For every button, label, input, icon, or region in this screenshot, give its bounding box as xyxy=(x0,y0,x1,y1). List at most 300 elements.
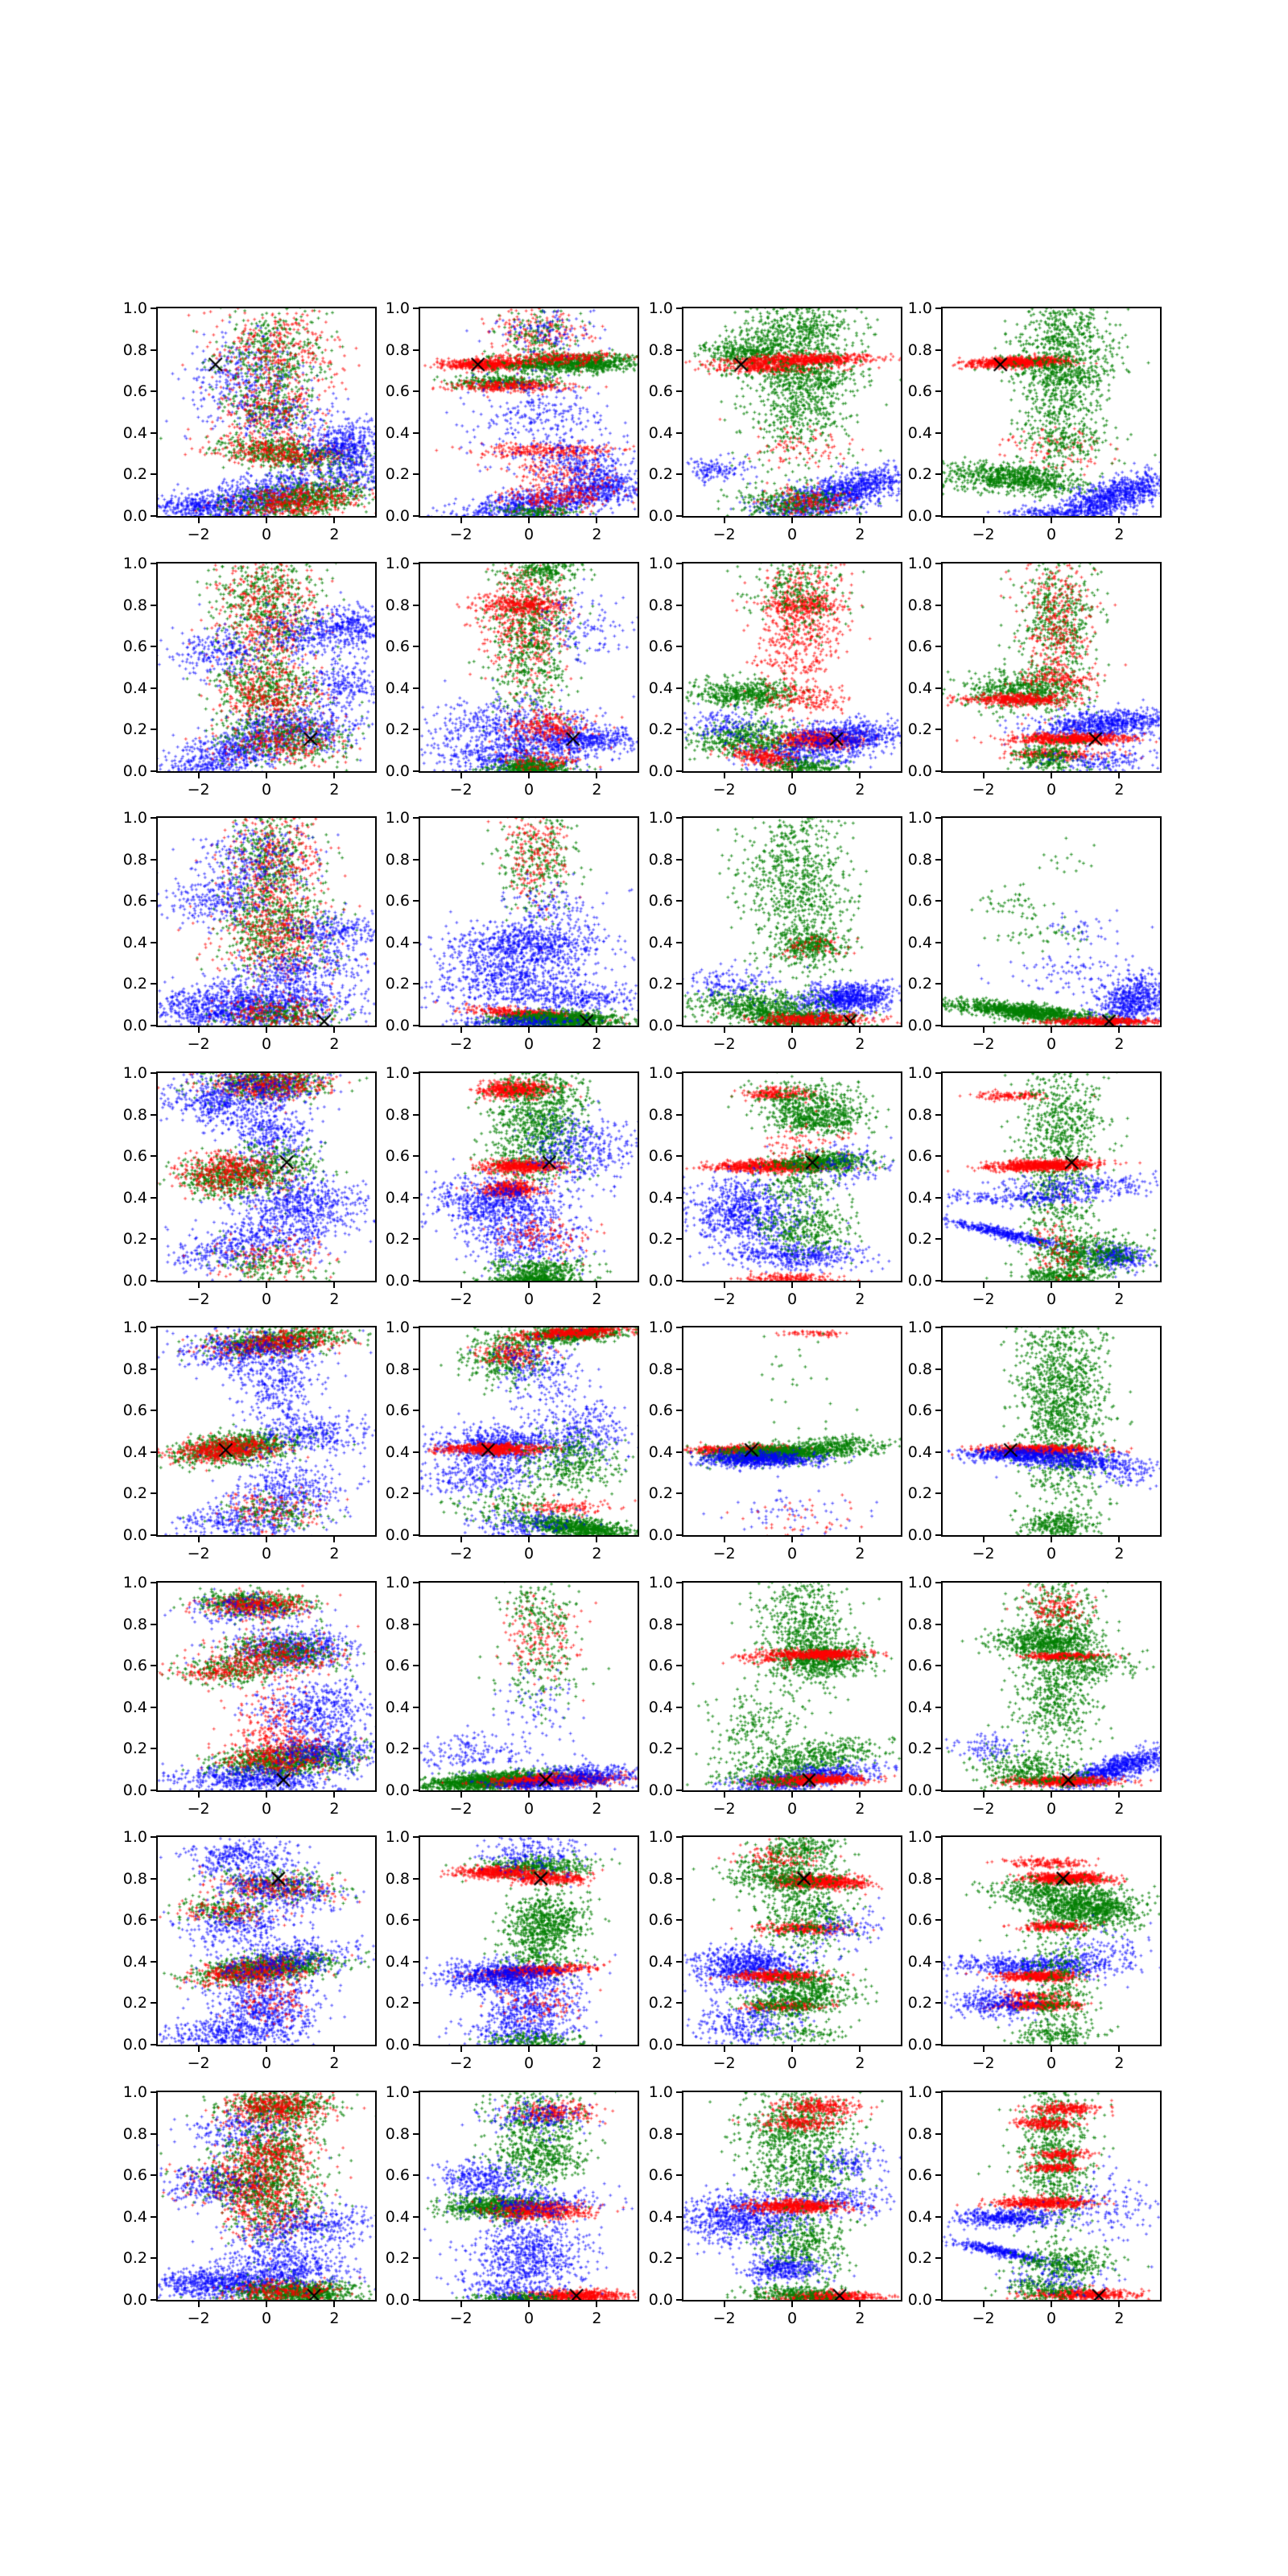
x-tick-label: 0 xyxy=(523,526,535,543)
y-tick xyxy=(935,1919,941,1921)
x-tick-label: 2 xyxy=(592,781,602,799)
y-tick xyxy=(676,817,682,819)
y-tick-label: 0.0 xyxy=(907,762,932,780)
x-tick-label: 2 xyxy=(592,1800,602,1818)
y-tick xyxy=(151,1451,156,1453)
y-tick xyxy=(413,1582,419,1583)
y-tick-label: 0.4 xyxy=(648,1443,673,1461)
y-tick-label: 1.0 xyxy=(648,809,673,827)
y-tick xyxy=(413,1072,419,1074)
x-tick xyxy=(460,1027,462,1033)
y-tick xyxy=(151,1961,156,1963)
y-tick-label: 0.2 xyxy=(122,975,147,993)
y-tick-label: 1.0 xyxy=(907,299,932,317)
scatter-canvas-r1c2 xyxy=(420,308,638,516)
x-tick-label: 0 xyxy=(786,1035,798,1053)
y-tick xyxy=(676,646,682,647)
x-tick xyxy=(596,773,597,778)
y-tick-label: 0.6 xyxy=(385,1657,410,1675)
x-tick-label: 2 xyxy=(1114,2310,1125,2327)
x-tick xyxy=(791,1027,793,1033)
x-tick xyxy=(724,1792,725,1798)
y-tick xyxy=(676,1280,682,1282)
y-tick-label: 0.8 xyxy=(385,2124,410,2143)
y-tick xyxy=(676,1707,682,1708)
y-tick xyxy=(151,1410,156,1411)
x-tick xyxy=(198,2046,200,2052)
y-tick xyxy=(151,1492,156,1494)
y-tick-label: 0.0 xyxy=(122,1017,147,1034)
y-tick-label: 0.0 xyxy=(122,2291,147,2309)
y-tick-label: 1.0 xyxy=(122,299,147,317)
y-tick xyxy=(151,1790,156,1791)
y-tick-label: 0.8 xyxy=(648,1105,673,1124)
y-tick xyxy=(151,1878,156,1880)
y-tick xyxy=(413,1025,419,1026)
y-tick-label: 0.2 xyxy=(648,1230,673,1249)
scatter-canvas-r4c3 xyxy=(683,1073,901,1281)
y-tick-label: 0.6 xyxy=(122,2166,147,2185)
y-tick xyxy=(935,1155,941,1157)
y-tick xyxy=(935,2257,941,2259)
y-tick xyxy=(935,1582,941,1583)
y-tick-label: 0.4 xyxy=(385,1188,410,1207)
y-tick-label: 0.0 xyxy=(648,1781,673,1799)
subplot-r4c4 xyxy=(907,1064,1162,1308)
x-tick-label: 2 xyxy=(592,526,602,543)
x-tick-label: −2 xyxy=(972,2054,995,2072)
x-tick xyxy=(1118,2046,1120,2052)
subplot-r4c3 xyxy=(648,1064,902,1308)
x-tick xyxy=(983,2046,985,2052)
y-tick xyxy=(935,1327,941,1328)
y-tick xyxy=(935,515,941,517)
x-tick xyxy=(266,2301,267,2307)
scatter-canvas-r5c1 xyxy=(158,1327,375,1535)
y-tick xyxy=(935,1878,941,1880)
y-tick xyxy=(676,1748,682,1749)
scatter-canvas-r1c3 xyxy=(683,308,901,516)
scatter-canvas-r6c4 xyxy=(943,1583,1160,1790)
y-tick xyxy=(676,1410,682,1411)
y-tick-label: 0.8 xyxy=(385,1360,410,1378)
y-tick-label: 0.2 xyxy=(648,1740,673,1758)
subplot-r7c1 xyxy=(122,1828,377,2072)
y-tick xyxy=(676,900,682,902)
y-tick-label: 0.2 xyxy=(385,720,410,739)
y-tick-label: 1.0 xyxy=(122,1574,147,1591)
y-tick-label: 1.0 xyxy=(648,1064,673,1082)
x-tick xyxy=(791,773,793,778)
y-tick xyxy=(935,1072,941,1074)
y-tick xyxy=(935,1368,941,1370)
subplot-r3c1 xyxy=(122,809,377,1053)
y-tick-label: 1.0 xyxy=(122,555,147,572)
y-tick-label: 0.0 xyxy=(648,1272,673,1290)
y-tick-label: 0.4 xyxy=(122,679,147,697)
y-tick xyxy=(935,817,941,819)
y-tick xyxy=(413,1155,419,1157)
y-tick xyxy=(413,1790,419,1791)
x-tick-label: −2 xyxy=(972,781,995,799)
y-tick-label: 0.4 xyxy=(907,1952,932,1971)
y-tick-label: 1.0 xyxy=(648,2083,673,2101)
x-tick xyxy=(596,2301,597,2307)
y-tick xyxy=(676,770,682,772)
x-tick-label: 0 xyxy=(786,781,798,799)
y-tick xyxy=(676,1790,682,1791)
y-tick-label: 0.0 xyxy=(648,2291,673,2309)
y-tick xyxy=(676,1492,682,1494)
x-tick xyxy=(859,1027,861,1033)
x-tick-label: −2 xyxy=(449,526,473,543)
y-tick xyxy=(413,900,419,902)
y-tick xyxy=(935,1492,941,1494)
y-tick-label: 0.6 xyxy=(122,1911,147,1930)
x-tick xyxy=(1051,773,1052,778)
y-tick xyxy=(151,1919,156,1921)
subplot-r7c2 xyxy=(385,1828,639,2072)
y-tick xyxy=(151,1280,156,1282)
x-tick-label: 2 xyxy=(855,2054,865,2072)
y-tick-label: 0.4 xyxy=(122,1952,147,1971)
scatter-canvas-r8c2 xyxy=(420,2092,638,2300)
y-tick xyxy=(151,563,156,564)
x-tick xyxy=(983,1282,985,1288)
y-tick-label: 0.6 xyxy=(385,382,410,401)
y-tick-label: 0.0 xyxy=(907,2036,932,2054)
x-tick xyxy=(1051,1537,1052,1542)
y-tick-label: 0.6 xyxy=(122,1147,147,1166)
x-tick xyxy=(460,518,462,523)
y-tick-label: 0.0 xyxy=(648,1017,673,1034)
y-tick-label: 0.4 xyxy=(907,933,932,952)
x-tick-label: 0 xyxy=(261,1545,272,1563)
x-tick xyxy=(333,1537,335,1542)
x-tick-label: 2 xyxy=(855,526,865,543)
y-tick xyxy=(935,1534,941,1536)
y-tick xyxy=(151,515,156,517)
scatter-canvas-r3c2 xyxy=(420,818,638,1026)
scatter-canvas-r2c3 xyxy=(683,564,901,771)
y-tick-label: 0.4 xyxy=(122,933,147,952)
x-tick-label: 0 xyxy=(786,2054,798,2072)
y-tick-label: 0.0 xyxy=(122,1526,147,1544)
y-tick xyxy=(676,2091,682,2093)
x-tick-label: 0 xyxy=(786,1800,798,1818)
y-tick xyxy=(935,729,941,730)
y-tick-label: 0.6 xyxy=(385,2166,410,2185)
y-tick xyxy=(151,308,156,309)
y-tick xyxy=(935,308,941,309)
y-tick-label: 0.0 xyxy=(385,1526,410,1544)
x-tick xyxy=(528,1792,530,1798)
x-tick-label: −2 xyxy=(449,2054,473,2072)
x-tick xyxy=(333,2301,335,2307)
y-tick-label: 0.2 xyxy=(907,1230,932,1249)
x-tick-label: −2 xyxy=(712,1035,736,1053)
y-tick-label: 0.6 xyxy=(122,1402,147,1420)
x-tick xyxy=(983,518,985,523)
x-tick-label: −2 xyxy=(187,1035,210,1053)
y-tick-label: 0.4 xyxy=(385,933,410,952)
x-tick-label: 2 xyxy=(329,781,340,799)
y-tick xyxy=(413,1665,419,1666)
x-tick xyxy=(724,773,725,778)
x-tick-label: −2 xyxy=(972,2310,995,2327)
y-tick-label: 1.0 xyxy=(385,1319,410,1336)
scatter-canvas-r6c1 xyxy=(158,1583,375,1790)
y-tick xyxy=(413,1492,419,1494)
x-tick xyxy=(333,1027,335,1033)
y-tick xyxy=(413,646,419,647)
x-tick-label: 0 xyxy=(1046,1035,1057,1053)
y-tick-label: 1.0 xyxy=(385,1064,410,1082)
y-tick-label: 0.4 xyxy=(122,1698,147,1716)
y-tick xyxy=(935,1790,941,1791)
y-tick-label: 0.2 xyxy=(122,465,147,484)
x-tick xyxy=(596,1027,597,1033)
y-tick xyxy=(935,2044,941,2046)
y-tick-label: 1.0 xyxy=(122,2083,147,2101)
x-tick xyxy=(528,773,530,778)
y-tick-label: 0.6 xyxy=(907,382,932,401)
x-tick-label: −2 xyxy=(449,781,473,799)
x-tick xyxy=(859,2301,861,2307)
y-tick-label: 0.8 xyxy=(648,1869,673,1888)
subplot-r8c1 xyxy=(122,2083,377,2327)
x-tick xyxy=(333,2046,335,2052)
x-tick xyxy=(859,1792,861,1798)
y-tick-label: 0.0 xyxy=(907,1781,932,1799)
x-tick-label: 2 xyxy=(592,1035,602,1053)
y-tick xyxy=(676,2257,682,2259)
scatter-canvas-r5c3 xyxy=(683,1327,901,1535)
y-tick xyxy=(413,1114,419,1116)
x-tick xyxy=(198,2301,200,2307)
subplot-r3c4 xyxy=(907,809,1162,1053)
y-tick-label: 0.6 xyxy=(648,892,673,910)
y-tick xyxy=(151,1665,156,1666)
scatter-canvas-r3c3 xyxy=(683,818,901,1026)
x-tick xyxy=(983,1027,985,1033)
y-tick xyxy=(151,1707,156,1708)
y-tick-label: 0.8 xyxy=(122,1869,147,1888)
x-tick xyxy=(724,518,725,523)
y-tick xyxy=(151,1072,156,1074)
y-tick-label: 0.6 xyxy=(385,1402,410,1420)
y-tick xyxy=(151,1368,156,1370)
y-tick-label: 0.2 xyxy=(648,465,673,484)
y-tick xyxy=(151,770,156,772)
y-tick xyxy=(151,2091,156,2093)
y-tick-label: 1.0 xyxy=(122,1319,147,1336)
y-tick xyxy=(676,1327,682,1328)
y-tick-label: 0.2 xyxy=(122,1484,147,1503)
scatter-canvas-r7c4 xyxy=(943,1837,1160,2045)
x-tick-label: 0 xyxy=(261,2310,272,2327)
y-tick xyxy=(935,687,941,689)
x-tick-label: −2 xyxy=(187,1290,210,1308)
x-tick xyxy=(528,518,530,523)
y-tick-label: 1.0 xyxy=(385,2083,410,2101)
y-tick xyxy=(151,1836,156,1838)
y-tick xyxy=(676,729,682,730)
y-tick xyxy=(413,729,419,730)
x-tick xyxy=(1051,1792,1052,1798)
y-tick-label: 0.2 xyxy=(907,465,932,484)
x-tick-label: 2 xyxy=(855,1545,865,1563)
y-tick-label: 0.6 xyxy=(122,892,147,910)
x-tick-label: −2 xyxy=(712,526,736,543)
y-tick xyxy=(676,2133,682,2135)
y-tick xyxy=(413,983,419,985)
y-tick-label: 1.0 xyxy=(907,555,932,572)
x-tick-label: −2 xyxy=(187,526,210,543)
scatter-canvas-r4c1 xyxy=(158,1073,375,1281)
x-tick xyxy=(528,2301,530,2307)
y-tick-label: 0.4 xyxy=(907,1698,932,1716)
x-tick-label: 0 xyxy=(261,526,272,543)
y-tick xyxy=(935,1624,941,1625)
x-tick xyxy=(528,2046,530,2052)
y-tick xyxy=(151,1114,156,1116)
y-tick-label: 0.4 xyxy=(385,1698,410,1716)
x-tick-label: 2 xyxy=(329,2054,340,2072)
y-tick-label: 0.4 xyxy=(385,1443,410,1461)
y-tick xyxy=(935,2216,941,2218)
y-tick xyxy=(676,1878,682,1880)
scatter-canvas-r6c3 xyxy=(683,1583,901,1790)
y-tick xyxy=(676,1197,682,1199)
x-tick-label: 0 xyxy=(261,781,272,799)
y-tick-label: 1.0 xyxy=(648,1828,673,1846)
scatter-canvas-r7c1 xyxy=(158,1837,375,2045)
y-tick xyxy=(935,605,941,606)
subplot-r2c4 xyxy=(907,555,1162,799)
y-tick xyxy=(935,349,941,351)
y-tick xyxy=(413,1238,419,1240)
x-tick xyxy=(596,1792,597,1798)
y-tick-label: 1.0 xyxy=(385,1828,410,1846)
y-tick xyxy=(676,432,682,434)
y-tick xyxy=(935,1025,941,1026)
x-tick xyxy=(859,518,861,523)
y-tick xyxy=(413,563,419,564)
y-tick-label: 0.8 xyxy=(907,1360,932,1378)
subplot-r6c1 xyxy=(122,1574,377,1818)
y-tick xyxy=(151,900,156,902)
y-tick xyxy=(151,687,156,689)
y-tick-label: 0.0 xyxy=(122,1272,147,1290)
y-tick xyxy=(413,1748,419,1749)
y-tick xyxy=(413,2257,419,2259)
y-tick xyxy=(151,1582,156,1583)
x-tick-label: −2 xyxy=(972,1290,995,1308)
y-tick xyxy=(935,1451,941,1453)
y-tick-label: 0.2 xyxy=(385,2249,410,2268)
y-tick-label: 1.0 xyxy=(907,1064,932,1082)
y-tick xyxy=(413,2174,419,2176)
x-tick xyxy=(724,2046,725,2052)
y-tick-label: 1.0 xyxy=(385,299,410,317)
y-tick xyxy=(413,942,419,943)
y-tick xyxy=(413,1451,419,1453)
subplot-r1c1 xyxy=(122,299,377,543)
x-tick xyxy=(1118,1537,1120,1542)
subplot-r2c3 xyxy=(648,555,902,799)
y-tick-label: 0.6 xyxy=(648,2166,673,2185)
x-tick xyxy=(724,1282,725,1288)
y-tick-label: 0.8 xyxy=(907,341,932,359)
x-tick-label: 0 xyxy=(1046,2054,1057,2072)
y-tick xyxy=(151,605,156,606)
x-tick xyxy=(724,1537,725,1542)
x-tick-label: 2 xyxy=(592,2054,602,2072)
y-tick-label: 0.0 xyxy=(385,762,410,780)
y-tick-label: 0.8 xyxy=(907,1615,932,1633)
x-tick xyxy=(859,2046,861,2052)
y-tick xyxy=(676,308,682,309)
y-tick-label: 0.0 xyxy=(648,762,673,780)
x-tick xyxy=(266,1027,267,1033)
x-tick-label: 0 xyxy=(1046,1800,1057,1818)
y-tick xyxy=(935,1280,941,1282)
y-tick-label: 0.8 xyxy=(648,1615,673,1633)
x-tick xyxy=(333,1792,335,1798)
y-tick xyxy=(935,1707,941,1708)
x-tick xyxy=(1051,2301,1052,2307)
y-tick-label: 1.0 xyxy=(122,1064,147,1082)
y-tick xyxy=(676,515,682,517)
y-tick-label: 0.6 xyxy=(648,1657,673,1675)
y-tick xyxy=(676,605,682,606)
x-tick-label: −2 xyxy=(972,526,995,543)
y-tick xyxy=(413,2133,419,2135)
y-tick xyxy=(413,1836,419,1838)
x-tick-label: 2 xyxy=(855,781,865,799)
x-tick-label: −2 xyxy=(712,1800,736,1818)
y-tick xyxy=(935,563,941,564)
y-tick-label: 0.4 xyxy=(648,1952,673,1971)
y-tick xyxy=(151,1025,156,1026)
subplot-r2c1 xyxy=(122,555,377,799)
y-tick xyxy=(151,2133,156,2135)
y-tick xyxy=(151,2299,156,2301)
x-tick-label: 0 xyxy=(523,781,535,799)
x-tick xyxy=(1118,1282,1120,1288)
y-tick xyxy=(676,1534,682,1536)
x-tick xyxy=(1051,518,1052,523)
y-tick xyxy=(151,2257,156,2259)
scatter-canvas-r1c4 xyxy=(943,308,1160,516)
scatter-canvas-r6c2 xyxy=(420,1583,638,1790)
x-tick-label: 0 xyxy=(523,1800,535,1818)
y-tick-label: 0.4 xyxy=(648,933,673,952)
y-tick xyxy=(151,859,156,861)
x-tick-label: −2 xyxy=(972,1545,995,1563)
y-tick-label: 0.8 xyxy=(122,596,147,614)
y-tick xyxy=(151,432,156,434)
y-tick-label: 0.4 xyxy=(122,1188,147,1207)
y-tick-label: 1.0 xyxy=(648,299,673,317)
x-tick xyxy=(528,1282,530,1288)
y-tick xyxy=(413,770,419,772)
y-tick xyxy=(413,390,419,392)
y-tick-label: 0.0 xyxy=(907,2291,932,2309)
x-tick xyxy=(1051,1027,1052,1033)
x-tick-label: −2 xyxy=(187,781,210,799)
